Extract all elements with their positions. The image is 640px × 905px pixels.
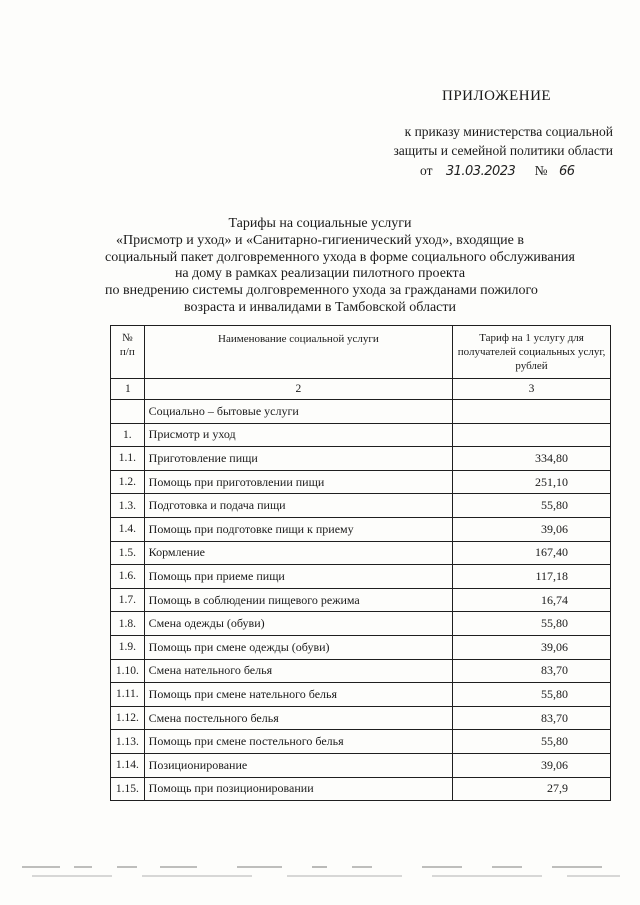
row-num: 1.1. bbox=[111, 447, 145, 471]
row-name: Помощь при позиционировании bbox=[144, 777, 452, 801]
row-name: Помощь при приготовлении пищи bbox=[144, 470, 452, 494]
row-name: Приготовление пищи bbox=[144, 447, 452, 471]
table-row bbox=[111, 753, 611, 777]
heading-line: по внедрению системы долговременного ухода за гражданами пожилого bbox=[105, 283, 538, 299]
column-index: 1 bbox=[111, 379, 145, 400]
row-price: 55,80 bbox=[453, 494, 611, 518]
row-num: 1. bbox=[111, 423, 145, 447]
row-name: Смена одежды (обуви) bbox=[144, 612, 452, 636]
row-num: 1.10. bbox=[111, 659, 145, 683]
order-number-label: № bbox=[534, 163, 548, 178]
row-name: Смена постельного белья bbox=[144, 706, 452, 730]
header-num: № п/п bbox=[111, 326, 145, 379]
order-number-handwritten: 66 bbox=[558, 164, 575, 179]
row-num: 1.11. bbox=[111, 683, 145, 707]
table-row bbox=[111, 470, 611, 494]
row-name: Помощь при смене нательного белья bbox=[144, 683, 452, 707]
table-row bbox=[111, 517, 611, 541]
table-row bbox=[111, 635, 611, 659]
row-name: Помощь в соблюдении пищевого режима bbox=[144, 588, 452, 612]
row-name: Помощь при подготовке пищи к приему bbox=[144, 517, 452, 541]
order-line-2: защиты и семейной политики области bbox=[393, 143, 613, 158]
footer-scan-artifacts bbox=[22, 864, 622, 878]
column-index: 3 bbox=[453, 379, 611, 400]
table-row bbox=[111, 400, 611, 424]
order-meta bbox=[368, 161, 613, 181]
row-price: 16,74 bbox=[453, 588, 611, 612]
heading-line: возраста и инвалидами в Тамбовской области bbox=[183, 299, 456, 315]
row-price: 117,18 bbox=[453, 565, 611, 589]
table-row bbox=[111, 565, 611, 589]
table-row bbox=[111, 612, 611, 636]
row-num: 1.3. bbox=[111, 494, 145, 518]
row-num: 1.8. bbox=[111, 612, 145, 636]
row-num: 1.14. bbox=[111, 753, 145, 777]
row-num bbox=[111, 400, 145, 424]
column-index: 2 bbox=[144, 379, 452, 400]
row-num: 1.9. bbox=[111, 635, 145, 659]
heading-line: на дому в рамках реализации пилотного проекта bbox=[174, 266, 466, 282]
heading-line: Тарифы на социальные услуги bbox=[228, 216, 412, 231]
header-name: Наименование социальной услуги bbox=[144, 326, 452, 379]
row-price: 39,06 bbox=[453, 517, 611, 541]
row-name: Помощь при смене постельного белья bbox=[144, 730, 452, 754]
row-name: Позиционирование bbox=[144, 753, 452, 777]
row-price: 334,80 bbox=[453, 447, 611, 471]
row-name: Кормление bbox=[144, 541, 452, 565]
row-price: 167,40 bbox=[453, 541, 611, 565]
row-name: Присмотр и уход bbox=[144, 423, 452, 447]
row-price bbox=[453, 400, 611, 424]
table-row bbox=[111, 494, 611, 518]
row-name: Помощь при приеме пищи bbox=[144, 565, 452, 589]
row-price bbox=[453, 423, 611, 447]
order-from-label: от bbox=[420, 163, 433, 178]
table-row bbox=[111, 423, 611, 447]
table-row bbox=[111, 683, 611, 707]
row-name: Социально – бытовые услуги bbox=[144, 400, 452, 424]
column-index-row bbox=[111, 379, 611, 400]
row-price: 251,10 bbox=[453, 470, 611, 494]
row-num: 1.5. bbox=[111, 541, 145, 565]
row-price: 83,70 bbox=[453, 659, 611, 683]
row-price: 39,06 bbox=[453, 753, 611, 777]
header-price: Тариф на 1 услугу для получателей социальных услуг, рублей bbox=[453, 326, 611, 379]
table-row bbox=[111, 541, 611, 565]
row-price: 83,70 bbox=[453, 706, 611, 730]
table-row bbox=[111, 706, 611, 730]
order-date-handwritten: 31.03.2023 bbox=[445, 164, 516, 179]
appendix-title: ПРИЛОЖЕНИЕ bbox=[442, 88, 552, 104]
row-name: Помощь при смене одежды (обуви) bbox=[144, 635, 452, 659]
row-price: 39,06 bbox=[453, 635, 611, 659]
table-row bbox=[111, 659, 611, 683]
row-num: 1.6. bbox=[111, 565, 145, 589]
table-row bbox=[111, 447, 611, 471]
row-price: 55,80 bbox=[453, 683, 611, 707]
row-name: Подготовка и подача пищи bbox=[144, 494, 452, 518]
tariffs-table bbox=[110, 325, 611, 801]
table-row bbox=[111, 777, 611, 801]
row-num: 1.13. bbox=[111, 730, 145, 754]
table-row bbox=[111, 588, 611, 612]
row-num: 1.12. bbox=[111, 706, 145, 730]
heading-line: «Присмотр и уход» и «Санитарно-гигиенический уход», входящие в bbox=[116, 232, 524, 248]
row-name: Смена нательного белья bbox=[144, 659, 452, 683]
row-num: 1.2. bbox=[111, 470, 145, 494]
row-num: 1.4. bbox=[111, 517, 145, 541]
table-row bbox=[111, 730, 611, 754]
heading-line: социальный пакет долговременного ухода в форме социального обслуживания bbox=[105, 249, 575, 265]
row-num: 1.15. bbox=[111, 777, 145, 801]
row-price: 55,80 bbox=[453, 730, 611, 754]
order-line-1: к приказу министерства социальной bbox=[404, 124, 613, 139]
row-price: 55,80 bbox=[453, 612, 611, 636]
document-heading bbox=[105, 216, 575, 317]
table-header-row bbox=[111, 326, 611, 379]
order-reference bbox=[368, 122, 613, 181]
row-price: 27,9 bbox=[453, 777, 611, 801]
row-num: 1.7. bbox=[111, 588, 145, 612]
